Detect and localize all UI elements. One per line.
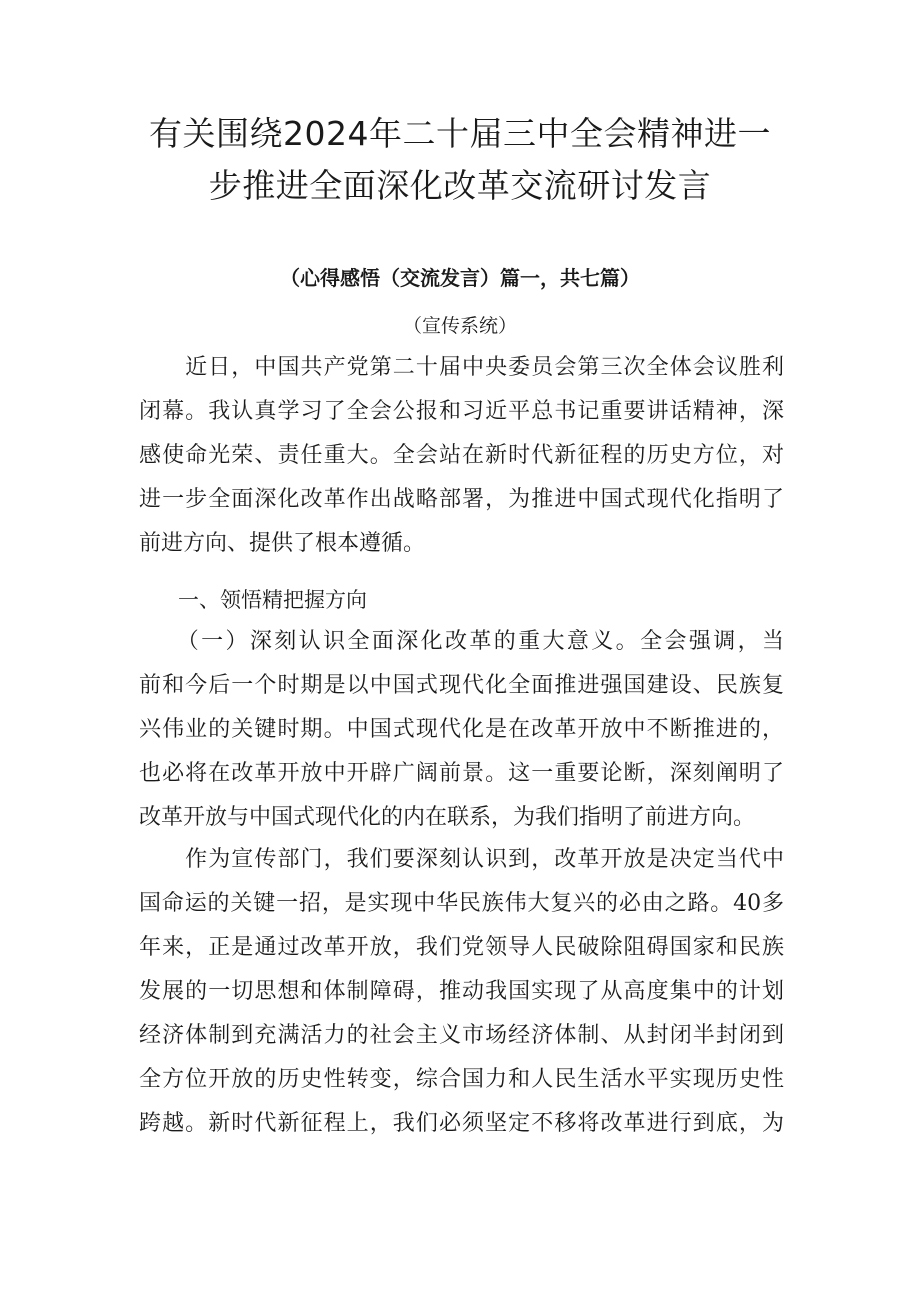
text-line: 前和今后一个时期是以中国式现代化全面推进强国建设、民族复 xyxy=(139,673,784,698)
text-line: 感使命光荣、责任重大。全会站在新时代新征程的历史方位，对 xyxy=(139,443,784,468)
text-line: 国命运的关键一招，是实现中华民族伟大复兴的必由之路。40多 xyxy=(139,891,784,916)
text-line: 闭幕。我认真学习了全会公报和习近平总书记重要讲话精神，深 xyxy=(139,399,784,424)
text-line: 全方位开放的历史性转变，综合国力和人民生活水平实现历史性 xyxy=(139,1067,784,1092)
text-line: 发展的一切思想和体制障碍，推动我国实现了从高度集中的计划 xyxy=(139,979,784,1004)
document-title xyxy=(100,108,820,212)
text-line: 作为宣传部门，我们要深刻认识到，改革开放是决定当代中 xyxy=(139,847,784,872)
text-line: 也必将在改革开放中开辟广阔前景。这一重要论断，深刻阐明了 xyxy=(139,761,784,786)
text-line: 近日，中国共产党第二十届中央委员会第三次全体会议胜利 xyxy=(139,355,784,380)
paragraph-significance xyxy=(139,620,784,840)
text-line: 经济体制到充满活力的社会主义市场经济体制、从封闭半封闭到 xyxy=(139,1023,784,1048)
section-heading: 一、领悟精把握方向 xyxy=(178,588,367,612)
title-line: 步推进全面深化改革交流研讨发言 xyxy=(208,166,712,205)
paragraph-intro xyxy=(139,346,784,566)
text-line: 改革开放与中国式现代化的内在联系，为我们指明了前进方向。 xyxy=(139,805,756,830)
text-line: 年来，正是通过改革开放，我们党领导人民破除阻碍国家和民族 xyxy=(139,935,784,960)
title-line: 有关围绕2024年二十届三中全会精神进一 xyxy=(149,114,771,153)
text-line: （一）深刻认识全面深化改革的重大意义。全会强调，当 xyxy=(139,629,784,654)
text-line: 兴伟业的关键时期。中国式现代化是在改革开放中不断推进的， xyxy=(139,717,784,742)
document-subtitle: （心得感悟（交流发言）篇一，共七篇） xyxy=(280,266,640,290)
department-label: （宣传系统） xyxy=(402,315,517,337)
text-line: 前进方向、提供了根本遵循。 xyxy=(139,531,426,556)
text-line: 跨越。新时代新征程上，我们必须坚定不移将改革进行到底，为 xyxy=(139,1111,784,1136)
text-line: 进一步全面深化改革作出战略部署，为推进中国式现代化指明了 xyxy=(139,487,784,512)
paragraph-propaganda xyxy=(139,838,784,1146)
